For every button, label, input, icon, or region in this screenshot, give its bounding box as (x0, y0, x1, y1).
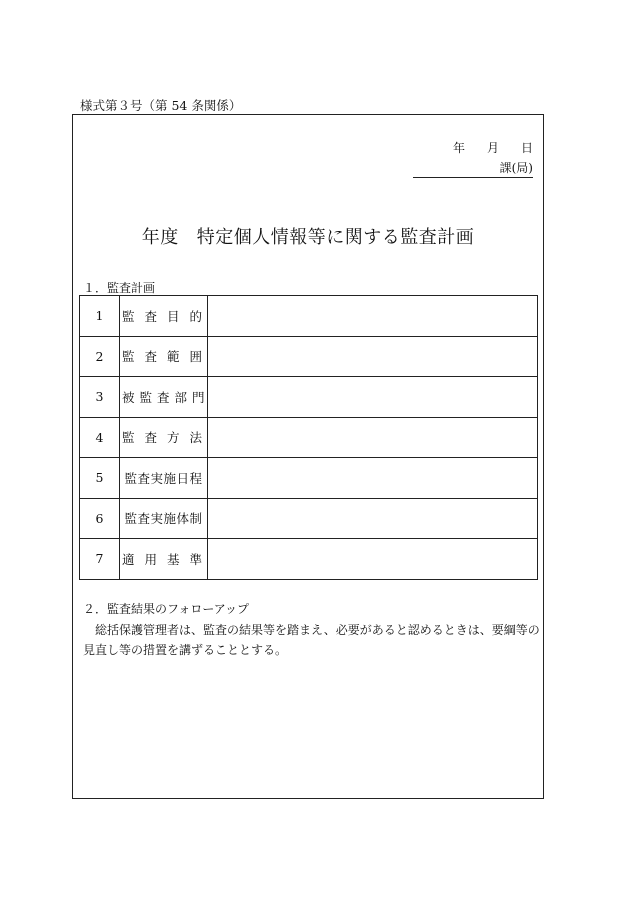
row-content-cell[interactable] (208, 336, 538, 377)
row-item: 適 用 基 準 (120, 539, 208, 580)
row-number: 2 (80, 336, 120, 377)
table-row (80, 336, 538, 377)
row-number: 4 (80, 417, 120, 458)
row-content-cell[interactable] (208, 498, 538, 539)
row-content-cell[interactable] (208, 539, 538, 580)
row-item: 被 監 査 部 門 (120, 377, 208, 418)
table-row (80, 377, 538, 418)
document-title (73, 223, 543, 249)
row-item: 監査実施日程 (120, 458, 208, 499)
division-label: 課(局) (499, 161, 533, 175)
date-line (453, 139, 533, 156)
table-row (80, 417, 538, 458)
row-number: 3 (80, 377, 120, 418)
section2-heading: ２．監査結果のフォローアップ (83, 602, 249, 616)
year-label: 年 (452, 141, 465, 155)
form-number: 様式第３号（第 54 条関係） (80, 98, 242, 113)
row-number: 7 (80, 539, 120, 580)
month-label: 月 (486, 141, 499, 155)
table-row (80, 498, 538, 539)
fiscal-year-label: 年度 (141, 227, 179, 248)
followup-paragraph: 総括保護管理者は、監査の結果等を踏まえ、必要があると認めるときは、要綱等の見直し等の措置を講ずることとする。 (83, 623, 540, 657)
row-content-cell[interactable] (208, 417, 538, 458)
form-frame (72, 114, 544, 799)
row-content-cell[interactable] (208, 377, 538, 418)
section1-heading: １．監査計画 (83, 281, 156, 295)
audit-plan-table (79, 295, 538, 580)
row-item: 監 査 範 囲 (120, 336, 208, 377)
row-number: 6 (80, 498, 120, 539)
day-label: 日 (520, 141, 533, 155)
table-row (80, 539, 538, 580)
row-content-cell[interactable] (208, 296, 538, 337)
row-item: 監査実施体制 (120, 498, 208, 539)
row-item: 監 査 目 的 (120, 296, 208, 337)
division-field[interactable] (413, 159, 533, 178)
table-row (80, 458, 538, 499)
row-number: 1 (80, 296, 120, 337)
row-number: 5 (80, 458, 120, 499)
title-main: 特定個人情報等に関する監査計画 (196, 227, 475, 248)
row-item: 監 査 方 法 (120, 417, 208, 458)
table-row (80, 296, 538, 337)
row-content-cell[interactable] (208, 458, 538, 499)
